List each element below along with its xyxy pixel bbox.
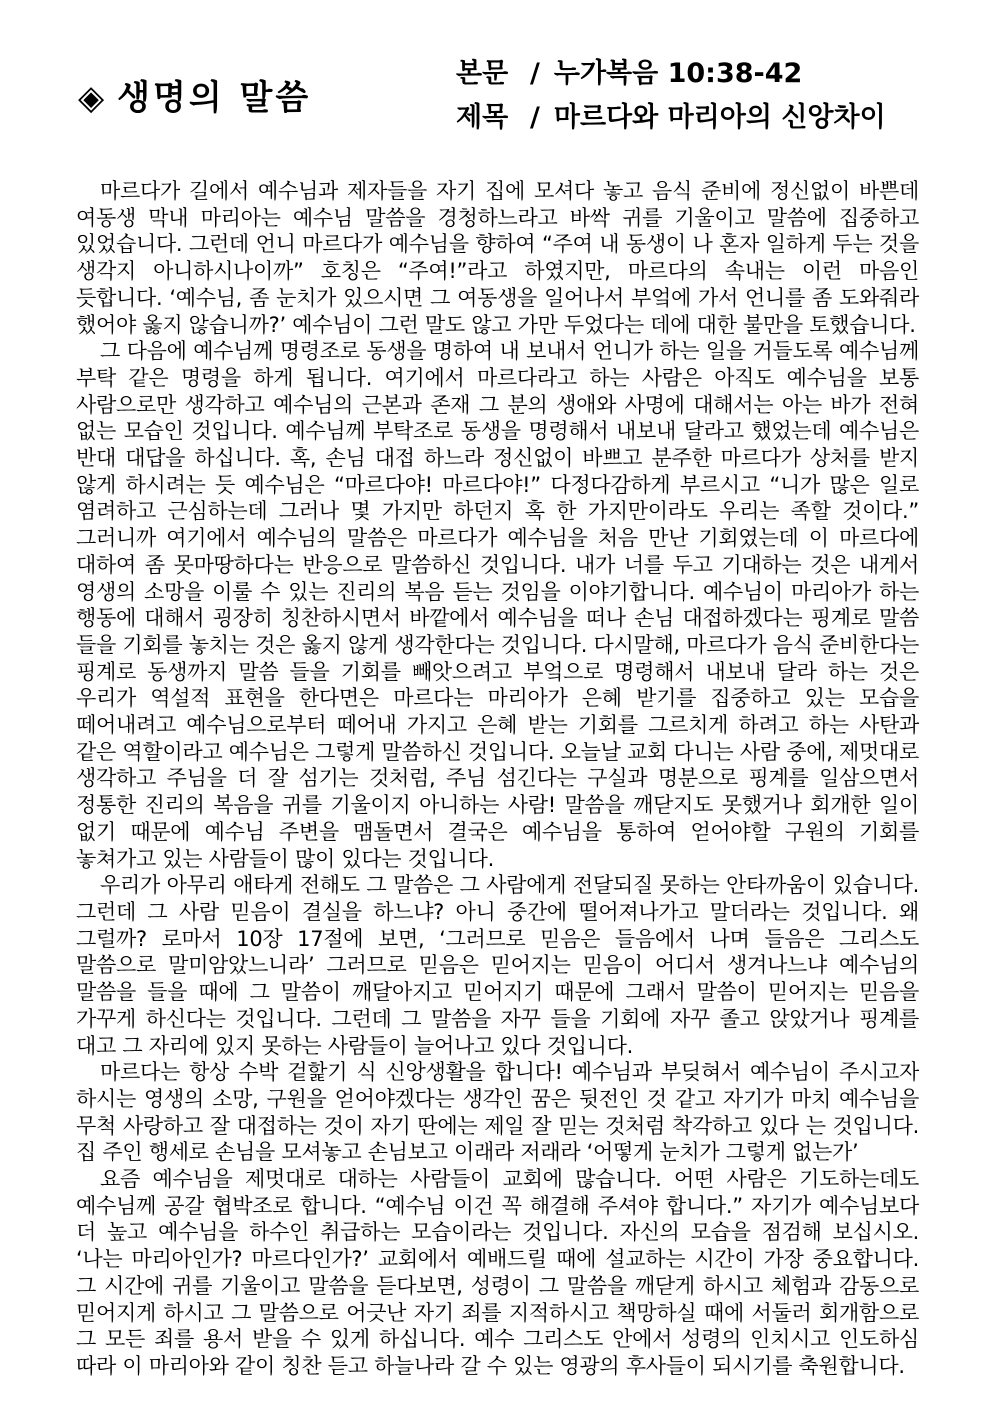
scripture-row	[456, 52, 886, 96]
paragraph: 우리가 아무리 애타게 전해도 그 말씀은 그 사람에게 전달되질 못하는 안타까움이 있습니다. 그런데 그 사람 믿음이 결실을 하느냐? 아니 중간에 떨어져나가고 말더라는 것입니다. 왜 그럴까? 로마서 10장 17절에 보면, ‘그러므로 믿음은 들음에서 나며 들음은 그리스도 말씀으로 말미암았느니라’ 그러므로 믿음은 믿어지는 믿음이 어디서 생겨나느냐 예수님의 말씀을 들을 때에 그 말씀이 깨달아지고 믿어지기 때문에 그래서 말씀이 믿어지는 믿음을 가꾸게 하신다는 것입니다. 그런데 그 말씀을 자꾸 들을 기회에 자꾸 졸고 앉았거나 핑계를 대고 그 자리에 있지 못하는 사람들이 늘어나고 있다 것입니다.	[76, 873, 919, 1058]
scripture-label: 본문	[456, 58, 509, 89]
title-text: 생명의 말씀	[117, 78, 312, 118]
paragraph: 마르다는 항상 수박 겉핥기 식 신앙생활을 합니다! 예수님과 부딪혀서 예수님이 주시고자 하시는 영생의 소망, 구원을 얻어야겠다는 생각인 꿈은 뒷전인 것 같고 자기가 마치 예수님을 무척 사랑하고 잘 대접하는 것이 자기 딴에는 제일 잘 믿는 것처럼 착각하고 있다 는 것입니다. 집 주인 행세로 손님을 모셔놓고 손님보고 이래라 저래라 ‘어떻게 눈치가 그렇게 없는가’	[76, 1060, 919, 1165]
subject-separator: /	[530, 102, 540, 133]
scripture-separator: /	[530, 58, 540, 89]
paragraph: 요즘 예수님을 제멋대로 대하는 사람들이 교회에 많습니다. 어떤 사람은 기도하는데도 예수님께 공갈 협박조로 합니다. “예수님 이건 꼭 해결해 주셔야 합니다.” 자기가 예수님보다 더 높고 예수님을 하수인 취급하는 모습이라는 것입니다. 자신의 모습을 점검해 보십시오. ‘나는 마리아인가? 마르다인가?’ 교회에서 예배드릴 때에 설교하는 시간이 가장 중요합니다. 그 시간에 귀를 기울이고 말씀을 듣다보면, 성령이 그 말씀을 깨닫게 하시고 체험과 감동으로 믿어지게 하시고 그 말씀으로 어긋난 자기 죄를 지적하시고 책망하실 때에 서둘러 회개함으로 그 모든 죄를 용서 받을 수 있게 하십니다. 예수 그리스도 안에서 성령의 인치시고 인도하심 따라 이 마리아와 같이 칭찬 듣고 하늘나라 갈 수 있는 영광의 후사들이 되시기를 축원합니다.	[76, 1167, 919, 1378]
paragraph: 마르다가 길에서 예수님과 제자들을 자기 집에 모셔다 놓고 음식 준비에 정신없이 바쁜데 여동생 막내 마리아는 예수님 말씀을 경청하느라고 바싹 귀를 기울이고 말씀에 집중하고 있었습니다. 그런데 언니 마르다가 예수님을 향하여 “주여 내 동생이 나 혼자 일하게 두는 것을 생각지 아니하시나이까” 호칭은 “주여!”라고 하였지만, 마르다의 속내는 이런 마음인 듯합니다. ‘예수님, 좀 눈치가 있으시면 그 여동생을 일어나서 부엌에 가서 언니를 좀 도와줘라 했어야 옳지 않습니까?’ 예수님이 그런 말도 않고 가만 두었다는 데에 대한 불만을 토했습니다.	[76, 179, 919, 337]
sermon-body	[76, 178, 919, 1380]
subject-label: 제목	[456, 102, 509, 133]
subject-value: 마르다와 마리아의 신앙차이	[553, 102, 886, 133]
sermon-info	[456, 52, 886, 140]
diamond-icon: ◈	[78, 78, 108, 118]
page-title	[78, 70, 311, 119]
page-header	[0, 0, 992, 170]
scripture-value: 누가복음 10:38-42	[553, 58, 803, 89]
subject-row	[456, 96, 886, 140]
paragraph: 그 다음에 예수님께 명령조로 동생을 명하여 내 보내서 언니가 하는 일을 거들도록 예수님께 부탁 같은 명령을 하게 됩니다. 여기에서 마르다라고 하는 사람은 아직도 예수님을 보통 사람으로만 생각하고 예수님의 근본과 존재 그 분의 생애와 사명에 대해서는 아는 바가 전혀 없는 모습인 것입니다. 예수님께 부탁조로 동생을 명령해서 내보내 달라고 했었는데 예수님은 반대 대답을 하십니다. 혹, 손님 대접 하느라 정신없이 바쁘고 분주한 마르다가 상처를 받지 않게 하시려는 듯 예수님은 “마르다야! 마르다야!” 다정다감하게 부르시고 “니가 많은 일로 염려하고 근심하는데 그러나 몇 가지만 하던지 혹 한 가지만이라도 우리는 족할 것이다.” 그러니까 여기에서 예수님의 말씀은 마르다가 예수님을 처음 만난 기회였는데 이 마르다에 대하여 좀 못마땅하다는 반응으로 말씀하신 것입니다. 내가 너를 두고 기대하는 것은 내게서 영생의 소망을 이룰 수 있는 진리의 복음 듣는 것임을 이야기합니다. 예수님이 마리아가 하는 행동에 대해서 굉장히 칭찬하시면서 바깥에서 예수님을 떠나 손님 대접하겠다는 핑계로 말씀 들을 기회를 놓치는 것은 옳지 않게 생각한다는 것입니다. 다시말해, 마르다가 음식 준비한다는 핑계로 동생까지 말씀 들을 기회를 빼앗으려고 부엌으로 명령해서 내보내 달라 하는 것은 우리가 역설적 표현을 한다면은 마르다는 마리아가 은혜 받기를 집중하고 있는 모습을 떼어내려고 예수님으로부터 떼어내 가지고 은혜 받는 기회를 그르치게 하려고 하는 사탄과 같은 역할이라고 예수님은 그렇게 말씀하신 것입니다. 오늘날 교회 다니는 사람 중에, 제멋대로 생각하고 주님을 더 잘 섬기는 것처럼, 주님 섬긴다는 구실과 명분으로 핑계를 일삼으면서 정통한 진리의 복음을 귀를 기울이지 아니하는 사람! 말씀을 깨닫지도 못했거나 회개한 일이 없기 때문에 예수님 주변을 맴돌면서 결국은 예수님을 통하여 얻어야할 구원의 기회를 놓쳐가고 있는 사람들이 많이 있다는 것입니다.	[76, 339, 919, 871]
